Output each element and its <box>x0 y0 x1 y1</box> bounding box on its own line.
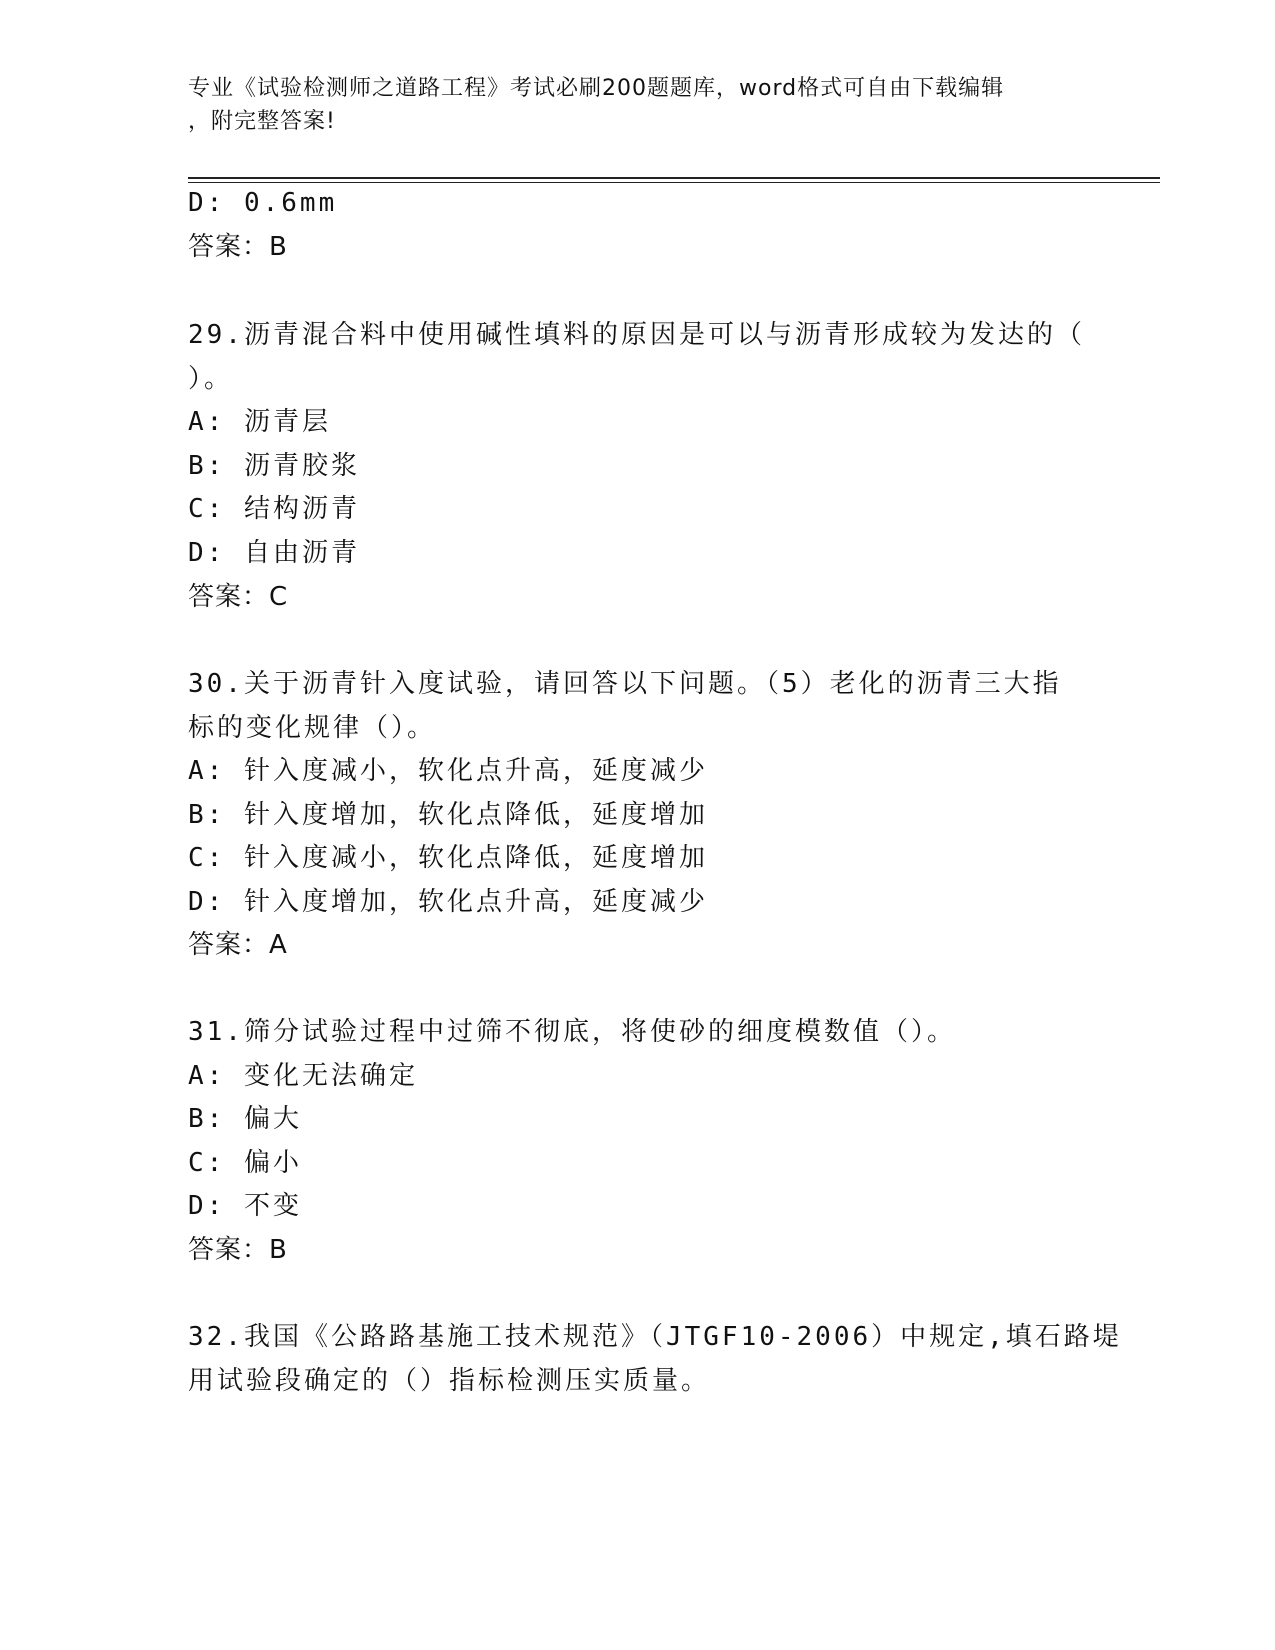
q29-option-c: C: 结构沥青 <box>188 494 360 524</box>
q30-option-a: A: 针入度减小，软化点升高，延度减少 <box>188 756 708 786</box>
prev-answer: 答案：B <box>188 232 288 262</box>
q30-option-b: B: 针入度增加，软化点降低，延度增加 <box>188 800 708 830</box>
header-line-1: 专业《试验检测师之道路工程》考试必刷200题题库，word格式可自由下载编辑 <box>188 76 1005 101</box>
q30-option-d: D: 针入度增加，软化点升高，延度减少 <box>188 887 708 917</box>
q29-stem-line-2: ）。 <box>188 364 234 394</box>
q31-answer: 答案：B <box>188 1235 288 1265</box>
header-line-2: ，附完整答案! <box>188 109 336 134</box>
q29-option-d: D: 自由沥青 <box>188 538 360 568</box>
q31-option-d: D: 不变 <box>188 1191 302 1221</box>
q29-stem-line-1: 29.沥青混合料中使用碱性填料的原因是可以与沥青形成较为发达的（ <box>188 320 1085 350</box>
q30-answer: 答案：A <box>188 930 288 960</box>
q31-option-a: A: 变化无法确定 <box>188 1061 418 1091</box>
header-divider-thin <box>188 182 1160 183</box>
q32-stem-line-2: 用试验段确定的（）指标检测压实质量。 <box>188 1366 711 1396</box>
q30-stem-line-2: 标的变化规律（）。 <box>188 713 437 743</box>
q30-stem-line-1: 30.关于沥青针入度试验，请回答以下问题。（5）老化的沥青三大指 <box>188 669 1062 699</box>
q31-stem-line-1: 31.筛分试验过程中过筛不彻底，将使砂的细度模数值（）。 <box>188 1017 956 1047</box>
prev-option-d: D: 0.6mm <box>188 188 338 218</box>
q29-option-a: A: 沥青层 <box>188 407 331 437</box>
q31-option-c: C: 偏小 <box>188 1148 302 1178</box>
q29-answer: 答案：C <box>188 582 289 612</box>
q29-option-b: B: 沥青胶浆 <box>188 451 360 481</box>
header-divider-thick <box>188 177 1160 179</box>
q32-stem-line-1: 32.我国《公路路基施工技术规范》（JTGF10-2006）中规定,填石路堤 <box>188 1322 1122 1352</box>
q31-option-b: B: 偏大 <box>188 1104 302 1134</box>
page-header <box>188 72 1068 138</box>
q30-option-c: C: 针入度减小，软化点降低，延度增加 <box>188 843 708 873</box>
